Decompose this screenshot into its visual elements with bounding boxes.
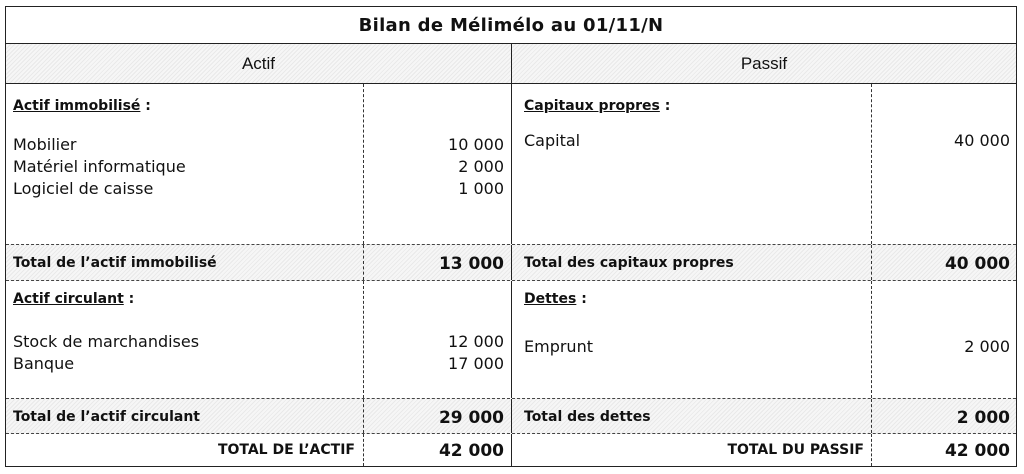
total-dettes-amount: 2 000	[956, 408, 1010, 428]
sheet-title: Bilan de Mélimélo au 01/11/N	[6, 7, 1016, 44]
item-amount: 10 000	[448, 135, 504, 154]
item-amount: 12 000	[448, 332, 504, 351]
item-amount: 40 000	[954, 131, 1010, 150]
total-row-circulant	[6, 398, 1016, 434]
total-capitaux-propres-amount: 40 000	[944, 254, 1010, 274]
total-passif-amount: 42 000	[944, 441, 1010, 461]
list-item: Banque	[13, 354, 75, 373]
column-divider	[871, 399, 872, 433]
actif-header: Actif	[6, 44, 512, 83]
total-actif-label: TOTAL DE L’ACTIF	[217, 442, 355, 458]
total-passif-label: TOTAL DU PASSIF	[727, 442, 864, 458]
actif-circulant-heading: Actif circulant :	[13, 291, 135, 307]
section-immobilise	[6, 84, 1016, 244]
column-divider	[871, 434, 872, 466]
column-divider	[363, 245, 364, 280]
item-amount: 1 000	[458, 179, 504, 198]
list-item: Mobilier	[13, 135, 77, 154]
actif-immobilise-heading: Actif immobilisé :	[13, 98, 151, 114]
total-dettes-label: Total des dettes	[524, 409, 651, 425]
list-item: Matériel informatique	[13, 157, 186, 176]
total-actif-amount: 42 000	[438, 441, 504, 461]
total-capitaux-propres-label: Total des capitaux propres	[524, 255, 734, 271]
total-actif-immobilise-amount: 13 000	[438, 254, 504, 274]
column-divider	[871, 84, 872, 244]
item-amount: 17 000	[448, 354, 504, 373]
list-item: Emprunt	[524, 337, 593, 356]
column-divider	[363, 399, 364, 433]
grand-total-row	[6, 434, 1016, 466]
list-item: Logiciel de caisse	[13, 179, 154, 198]
dettes-heading: Dettes :	[524, 291, 587, 307]
column-divider	[871, 245, 872, 280]
total-actif-circulant-label: Total de l’actif circulant	[13, 409, 201, 425]
balance-sheet	[5, 6, 1017, 467]
passif-header: Passif	[740, 54, 788, 73]
capitaux-propres-heading: Capitaux propres :	[524, 98, 671, 114]
column-divider	[363, 84, 364, 244]
list-item: Capital	[524, 131, 581, 150]
list-item: Stock de marchandises	[13, 332, 200, 351]
column-divider	[363, 281, 364, 398]
section-circulant	[6, 281, 1016, 398]
column-divider	[363, 434, 364, 466]
total-actif-immobilise-label: Total de l’actif immobilisé	[13, 255, 217, 271]
header-row	[6, 44, 1016, 84]
total-actif-circulant-amount: 29 000	[438, 408, 504, 428]
item-amount: 2 000	[458, 157, 504, 176]
total-row-immobilise	[6, 244, 1016, 281]
item-amount: 2 000	[964, 337, 1010, 356]
column-divider	[871, 281, 872, 398]
